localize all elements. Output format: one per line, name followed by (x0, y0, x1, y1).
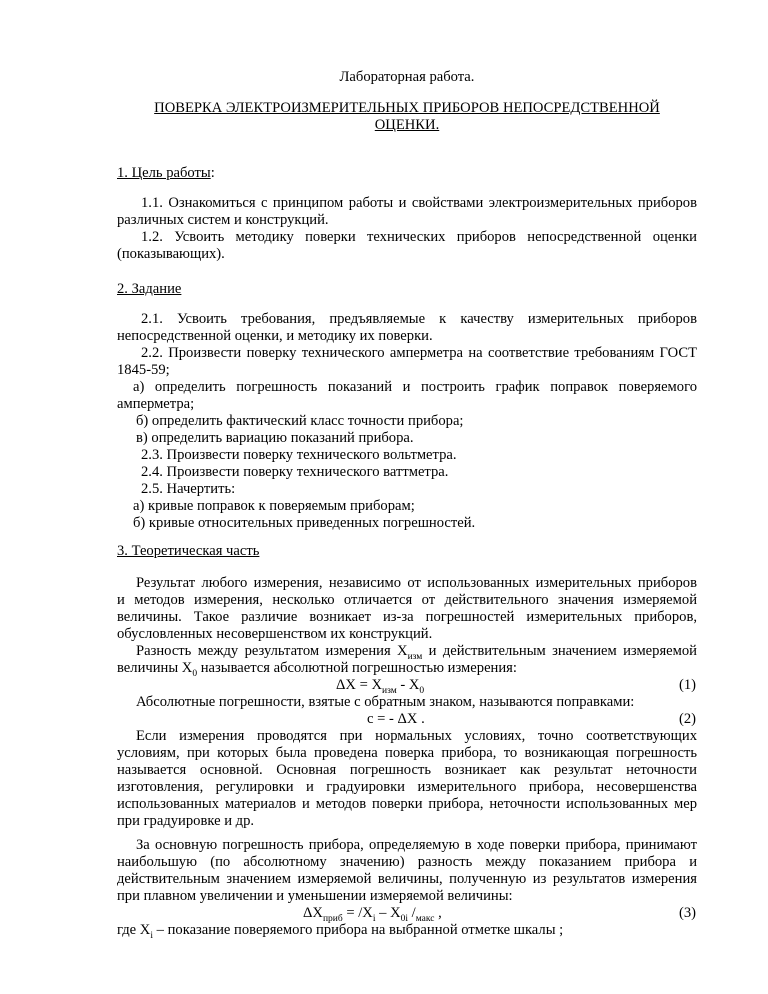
s2-line8: в) определить вариацию показаний прибора. (136, 430, 414, 446)
s3-p2-line1 (136, 643, 697, 660)
s3-p2-line2 (117, 660, 697, 677)
s3-p5-line1: За основную погрешность прибора, определяемую в ходе поверки прибора, принимают (136, 837, 697, 853)
s3-p6-b: – показание поверяемого прибора на выбранной отметке шкалы ; (153, 922, 564, 938)
equation-3 (303, 905, 442, 922)
equation-2-number: (2) (678, 711, 696, 727)
s3-p4-line3: называется основной. Основная погрешность возникает как результат неточности (117, 762, 697, 778)
s3-p5-line2: наибольшую (по абсолютному значению) разность между показанием прибора и (117, 854, 697, 870)
s3-p5-line4: при плавном увеличении и уменьшении измеряемой величины: (117, 888, 513, 904)
s3-p1-line1: Результат любого измерения, независимо от использованных измерительных приборов (136, 575, 697, 591)
s3-p5-line3: действительным значением измеряемой величины, полученную из результатов измерения (117, 871, 697, 887)
s1-p1-line1: 1.1. Ознакомиться с принципом работы и свойствами электроизмерительных приборов (141, 195, 697, 211)
lab-title: Лабораторная работа. (339, 69, 475, 85)
s3-p4-line1: Если измерения проводятся при нормальных условиях, точно соответствующих (136, 728, 697, 744)
equation-1 (336, 677, 424, 694)
s3-p4-line6: при градуировке и др. (117, 813, 255, 829)
eq3-sub1: приб (322, 913, 343, 924)
s2-line2: непосредственной оценки, и методику их поверки. (117, 328, 433, 344)
s3-p6-sub: i (150, 930, 153, 941)
section2-heading: 2. Задание (117, 281, 182, 297)
s3-p2-line2-b: называется абсолютной погрешностью измерения: (197, 660, 517, 676)
s2-line5: а) определить погрешность показаний и построить график поправок поверяемого (133, 379, 697, 395)
eq1-b: - X (396, 677, 420, 693)
s2-line7: б) определить фактический класс точности прибора; (136, 413, 464, 429)
s3-p4-line4: изготовления, регулировки и градуировки измерительного прибора, несовершенства (117, 779, 697, 795)
eq3-sub2: i (372, 913, 376, 924)
s2-line13: б) кривые относительных приведенных погрешностей. (133, 515, 476, 531)
eq3-a: ΔX (303, 905, 323, 921)
s3-p2-line1-sub: изм (407, 651, 423, 662)
eq3-b: = /X (342, 905, 373, 921)
s3-p2-line1-a: Разность между результатом измерения X (136, 643, 408, 659)
s1-p2-line2: (показывающих). (117, 246, 225, 262)
s3-p1-line4: обусловленных несовершенством их конструкций. (117, 626, 433, 642)
s3-p1-line2: и методов измерения, несколько отличается от действительного значения измеряемой (117, 592, 697, 608)
s1-p1-line2: различных систем и конструкций. (117, 212, 329, 228)
eq3-c: – X (375, 905, 401, 921)
section1-heading-colon: : (210, 165, 215, 181)
s2-line6: амперметра; (117, 396, 195, 412)
eq1-a: ΔX = X (336, 677, 382, 693)
eq3-e: , (434, 905, 442, 921)
equation-3-number: (3) (678, 905, 696, 921)
section1-heading (117, 165, 215, 182)
s3-p3: Абсолютные погрешности, взятые с обратным знаком, называются поправками: (136, 694, 635, 710)
equation-1-number: (1) (678, 677, 696, 693)
s2-line4: 1845-59; (117, 362, 170, 378)
s3-p1-line3: величины. Такое различие возникает из-за погрешностей измерительных приборов, (117, 609, 697, 625)
s3-p4-line5: использованных материалов и методов поверки прибора, неточности использованных мер (117, 796, 697, 812)
eq1-sub1: изм (382, 685, 397, 696)
s3-p6 (117, 922, 563, 939)
s3-p6-a: где X (117, 922, 151, 938)
main-title-line1: ПОВЕРКА ЭЛЕКТРОИЗМЕРИТЕЛЬНЫХ ПРИБОРОВ НЕПОСРЕДСТВЕННОЙ (154, 100, 660, 116)
equation-2: c = - ΔX . (367, 711, 425, 727)
s3-p4-line2: условиям, при которых была проведена поверка прибора, то возникающая погрешность (117, 745, 697, 761)
eq1-sub2: 0 (419, 685, 425, 696)
section1-heading-text: 1. Цель работы (117, 165, 211, 181)
s2-line9: 2.3. Произвести поверку технического вольтметра. (141, 447, 457, 463)
eq3-d: / (408, 905, 416, 921)
s2-line11: 2.5. Начертить: (141, 481, 236, 497)
section3-heading: 3. Теоретическая часть (117, 543, 260, 559)
eq3-sub3: 0i (400, 913, 408, 924)
s2-line12: а) кривые поправок к поверяемым приборам; (133, 498, 415, 514)
s2-line10: 2.4. Произвести поверку технического ваттметра. (141, 464, 449, 480)
s2-line3: 2.2. Произвести поверку технического амперметра на соответствие требованиям ГОСТ (141, 345, 697, 361)
main-title-line2: ОЦЕНКИ. (374, 117, 440, 133)
s3-p2-line1-b: и действительным значением измеряемой (422, 643, 697, 659)
eq3-sub4: макс (415, 913, 435, 924)
s3-p2-line2-sub: 0 (192, 668, 198, 679)
s3-p2-line2-a: величины X (117, 660, 193, 676)
s1-p2-line1: 1.2. Усвоить методику поверки технических приборов непосредственной оценки (141, 229, 697, 245)
s2-line1: 2.1. Усвоить требования, предъявляемые к качеству измерительных приборов (141, 311, 697, 327)
